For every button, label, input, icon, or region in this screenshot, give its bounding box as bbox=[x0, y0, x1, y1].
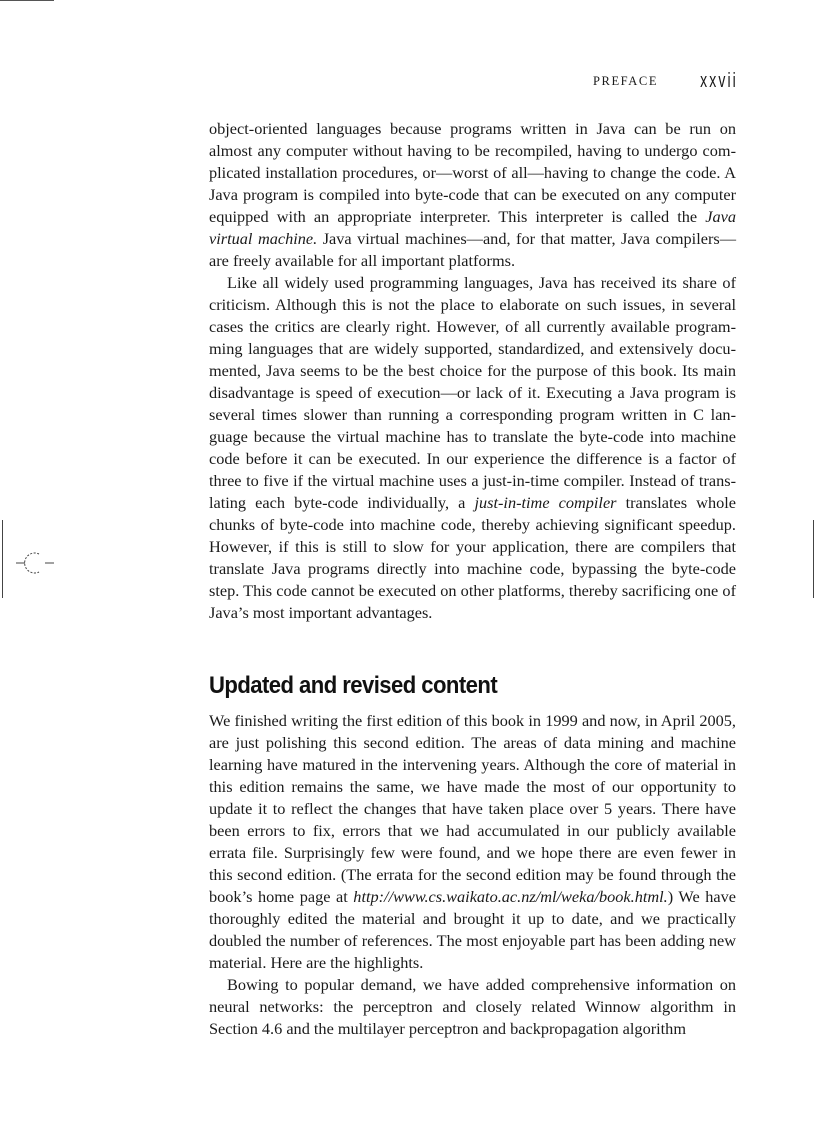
emphasis: Java virtual machine. bbox=[209, 207, 736, 248]
running-head-title: PREFACE bbox=[592, 74, 659, 88]
running-head bbox=[560, 70, 738, 93]
crop-mark-top bbox=[0, 0, 54, 1]
page-number: xxvii bbox=[700, 70, 738, 92]
paragraph: We finished writing the first edition of this book in 1999 and now, in April 2005, are just polishing this second edition. The areas of data mining and machine learning have matured in the intervening years. Although the core of material in this edition remains the same, we have made the most of our opportunity to update it to reflect the changes that have taken place over 5 years. There have been errors to fix, errors that we had accumulated in our publicly available errata file. Surprisingly few were found, and we hope there are even fewer in this second edition. (The errata for the second edition may be found through the book’s home page at http://www.cs.waikato.ac.nz/ml/weka/book.html.) We have thoroughly edited the material and brought it up to date, and we practically doubled the number of references. The most enjoyable part has been adding new material. Here are the highlights. bbox=[209, 711, 737, 972]
crop-mark-left bbox=[2, 520, 3, 598]
url-emphasis: http://www.cs.waikato.ac.nz/ml/weka/book.html. bbox=[353, 887, 668, 906]
paragraph: object-oriented languages because programs written in Java can be run on almost any computer without having to be recompiled, having to undergo complicated installation procedures, or—worst of all—having to change the code. A Java program is compiled into byte-code that can be executed on any computer equipped with an appropriate interpreter. This interpreter is called the Java virtual machine. Java virtual machines—and, for that matter, Java compilers—are freely available for all important platforms. bbox=[209, 119, 736, 270]
emphasis: just-in-time compiler bbox=[474, 493, 617, 512]
body-text bbox=[209, 118, 736, 624]
paragraph: Bowing to popular demand, we have added comprehensive information on neural networks: the perceptron and closely related Winnow algorithm in Section 4.6 and the multilayer perceptron and backpropagation algorithm bbox=[209, 975, 736, 1038]
crop-mark-right bbox=[813, 520, 814, 598]
registration-mark-icon bbox=[14, 550, 56, 576]
section-heading: Updated and revised content bbox=[209, 672, 498, 699]
section-body-text bbox=[209, 710, 736, 1040]
paragraph: Like all widely used programming languages, Java has received its share of criticism. Although this is not the place to elaborate on such issues, in several cases the critics are clearly right. However, of all currently available programming languages that are widely supported, standardized, and extensively documented, Java seems to be the best choice for the purpose of this book. Its main disadvantage is speed of execution—or lack of it. Executing a Java program is several times slower than running a corresponding program written in C language because the virtual machine has to translate the byte-code into machine code before it can be executed. In our experience the difference is a factor of three to five if the virtual machine uses a just-in-time compiler. Instead of translating each byte-code individually, a just-in-time compiler translates whole chunks of byte-code into machine code, thereby achieving significant speedup. However, if this is still to slow for your application, there are compilers that translate Java programs directly into machine code, bypassing the byte-code step. This code cannot be executed on other platforms, thereby sacrificing one of Java’s most important advantages. bbox=[209, 273, 736, 622]
